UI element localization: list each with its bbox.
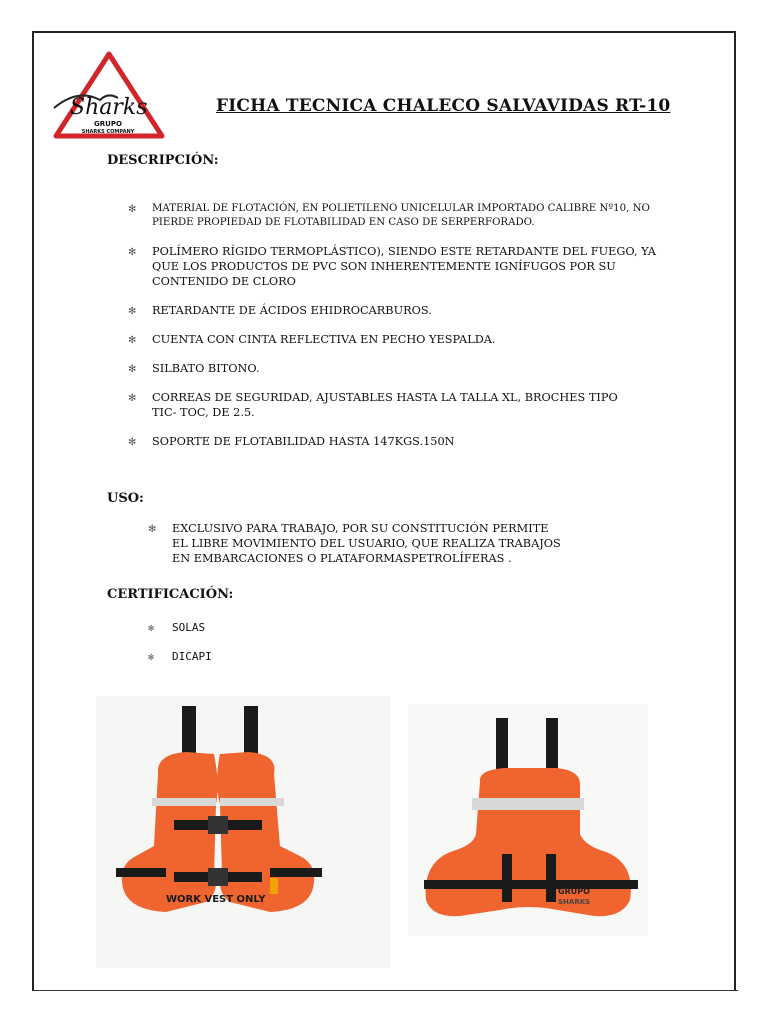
list-item-text: EXCLUSIVO PARA TRABAJO, POR SU CONSTITUCIÓN PERMITE EL LIBRE MOVIMIENTO DEL USUARIO, QUE REALIZA TRABAJOS EN EMBARCACIONES O PLATAFORMASPETROLÍFERAS .: [172, 522, 561, 565]
list-item: [128, 332, 668, 347]
list-item: [128, 244, 668, 289]
asterisk-bullet-icon: ✻: [128, 437, 137, 448]
list-item: [128, 361, 668, 376]
list-item: [148, 649, 448, 664]
list-item: [148, 521, 628, 566]
asterisk-bullet-icon: ✻: [128, 364, 137, 375]
vest-front-label: WORK VEST ONLY: [166, 894, 266, 905]
logo-subtext-company: SHARKS COMPANY: [81, 129, 135, 135]
list-item-text: SOLAS: [172, 621, 206, 634]
list-item-text: SOPORTE DE FLOTABILIDAD HASTA 147KGS.150N: [152, 435, 455, 448]
list-item: [148, 620, 448, 635]
asterisk-bullet-icon: ✻: [128, 393, 137, 404]
uso-heading: USO:: [107, 491, 144, 506]
life-vest-back-image: [408, 704, 648, 936]
page-border-bottom: [32, 990, 738, 991]
list-item-text: DICAPI: [172, 650, 212, 663]
asterisk-bullet-icon: ✻: [128, 247, 137, 258]
uso-list: [148, 521, 628, 580]
list-item-text: CORREAS DE SEGURIDAD, AJUSTABLES HASTA LA TALLA XL, BROCHES TIPO TIC- TOC, DE 2.5.: [152, 391, 618, 419]
asterisk-bullet-icon: ✻: [148, 623, 155, 634]
asterisk-bullet-icon: ✻: [148, 524, 157, 535]
list-item-text: CUENTA CON CINTA REFLECTIVA EN PECHO YESPALDA.: [152, 333, 496, 346]
asterisk-bullet-icon: ✻: [128, 306, 137, 317]
list-item: [128, 202, 668, 230]
certificacion-heading: CERTIFICACIÓN:: [107, 587, 234, 602]
list-item-text: POLÍMERO RÍGIDO TERMOPLÁSTICO), SIENDO ESTE RETARDANTE DEL FUEGO, YA QUE LOS PRODUCTOS DE PVC SON INHERENTEMENTE IGNÍFUGOS POR SU CONTENIDO DE CLORO: [152, 245, 656, 288]
document-title: FICHA TECNICA CHALECO SALVAVIDAS RT-10: [216, 96, 671, 116]
vest-back-label-grupo: GRUPO: [558, 887, 590, 896]
sharks-logo: [48, 48, 170, 144]
list-item: [128, 434, 668, 449]
life-vest-front-image: [96, 696, 390, 968]
list-item: [128, 303, 668, 318]
descripcion-heading: DESCRIPCIÓN:: [107, 153, 219, 168]
asterisk-bullet-icon: ✻: [148, 652, 155, 663]
asterisk-bullet-icon: ✻: [128, 204, 137, 215]
list-item-text: MATERIAL DE FLOTACIÓN, EN POLIETILENO UNICELULAR IMPORTADO CALIBRE Nº10, NO PIERDE PROPIEDAD DE FLOTABILIDAD EN CASO DE SERPERFORADO.: [152, 203, 650, 228]
vest-back-label-sharks: SHARKS: [558, 898, 591, 906]
asterisk-bullet-icon: ✻: [128, 335, 137, 346]
descripcion-list: [128, 202, 668, 463]
list-item-text: SILBATO BITONO.: [152, 362, 260, 375]
logo-subtext-grupo: GRUPO: [94, 120, 122, 128]
list-item-text: RETARDANTE DE ÁCIDOS EHIDROCARBUROS.: [152, 304, 432, 317]
logo-wordmark: Sharks: [70, 95, 148, 120]
certificacion-list: [148, 620, 448, 678]
list-item: [128, 390, 668, 420]
